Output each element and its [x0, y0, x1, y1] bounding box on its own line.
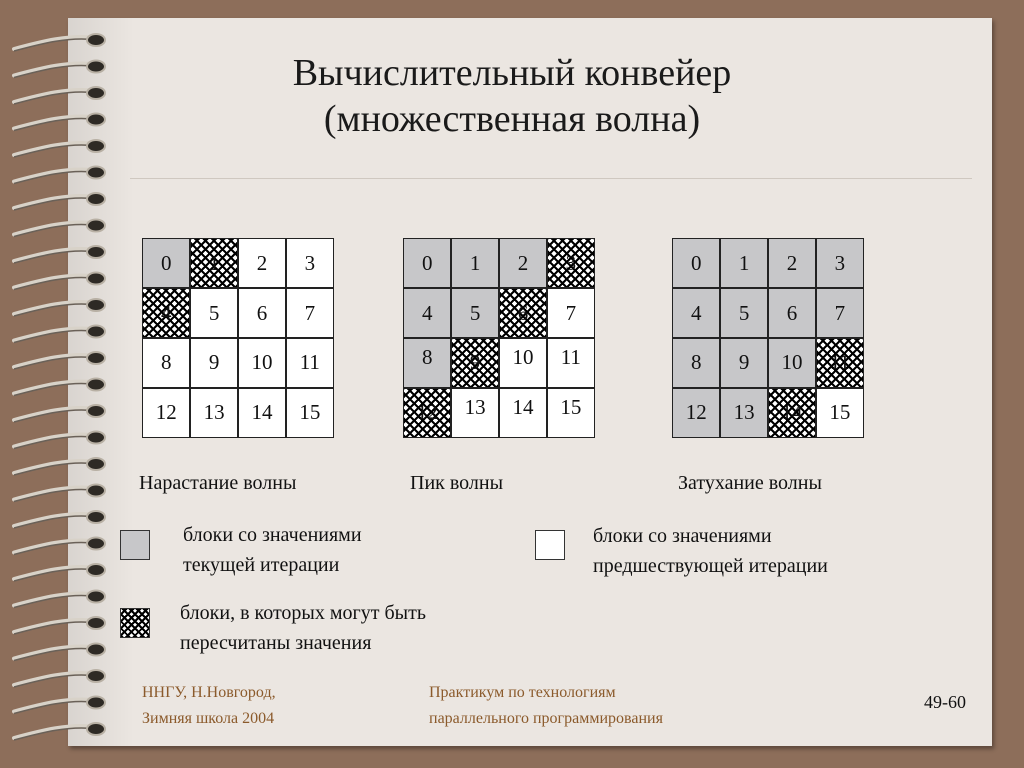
legend-recalc-text [180, 598, 426, 658]
grid-cell: 3 [548, 239, 594, 287]
caption-wave-rise: Нарастание волны [139, 472, 297, 494]
spiral-hole [87, 352, 105, 364]
legend-current-swatch [120, 530, 150, 560]
grid-cell: 15 [817, 389, 863, 437]
spiral-hole [87, 458, 105, 470]
grid-cell: 5 [721, 289, 767, 337]
grid-cell: 15 [287, 389, 333, 437]
grid-cell: 6 [500, 289, 546, 337]
grid-cell: 14 [500, 389, 546, 437]
footer-course-line2: параллельного программирования [429, 710, 663, 727]
grid-cell: 6 [769, 289, 815, 337]
spiral-hole [87, 167, 105, 179]
footer-org [142, 680, 276, 732]
grid-cell: 15 [548, 389, 594, 437]
spiral-hole [87, 697, 105, 709]
grid-cell: 3 [817, 239, 863, 287]
grid-wave-peak [403, 238, 595, 438]
grid-cell: 12 [673, 389, 719, 437]
spiral-hole [87, 193, 105, 205]
legend-previous-line2: предшествующей итерации [593, 555, 828, 577]
grid-cell: 2 [500, 239, 546, 287]
spiral-hole [87, 723, 105, 735]
grid-cell: 11 [548, 339, 594, 387]
spiral-hole [87, 617, 105, 629]
grid-cell: 2 [769, 239, 815, 287]
grid-wave-decay [672, 238, 864, 438]
grid-cell: 5 [452, 289, 498, 337]
spiral-hole [87, 220, 105, 232]
grid-cell: 8 [404, 339, 450, 387]
grid-cell: 10 [239, 339, 285, 387]
grid-cell: 9 [721, 339, 767, 387]
grid-cell: 8 [143, 339, 189, 387]
legend-previous-line1: блоки со значениями [593, 525, 772, 547]
footer-course-line1: Практикум по технологиям [429, 684, 616, 701]
grid-cell: 10 [769, 339, 815, 387]
spiral-hole [87, 538, 105, 550]
grid-cell: 14 [769, 389, 815, 437]
grid-cell: 6 [239, 289, 285, 337]
grid-cell: 13 [721, 389, 767, 437]
grid-cell: 1 [452, 239, 498, 287]
grid-cell: 4 [404, 289, 450, 337]
spiral-hole [87, 34, 105, 46]
grid-cell: 9 [191, 339, 237, 387]
spiral-hole [87, 644, 105, 656]
grid-wave-rise [142, 238, 334, 438]
spiral-hole [87, 511, 105, 523]
spiral-hole [87, 273, 105, 285]
grid-cell: 7 [548, 289, 594, 337]
grid-cell: 10 [500, 339, 546, 387]
spiral-hole [87, 246, 105, 258]
grid-cell: 0 [143, 239, 189, 287]
title-divider [130, 178, 972, 179]
grid-cell: 3 [287, 239, 333, 287]
caption-wave-peak: Пик волны [410, 472, 504, 494]
spiral-hole [87, 432, 105, 444]
legend-previous-swatch [535, 530, 565, 560]
spiral-hole [87, 670, 105, 682]
legend-recalc-swatch [120, 608, 150, 638]
legend-current-line2: текущей итерации [183, 554, 340, 576]
grid-cell: 2 [239, 239, 285, 287]
spiral-hole [87, 485, 105, 497]
grid-cell: 4 [143, 289, 189, 337]
footer-course [429, 680, 663, 732]
title-line-1: Вычислительный конвейер [292, 52, 732, 94]
grid-cell: 0 [404, 239, 450, 287]
caption-wave-decay: Затухание волны [678, 472, 822, 494]
grid-cell: 8 [673, 339, 719, 387]
grid-cell: 11 [817, 339, 863, 387]
grid-cell: 1 [721, 239, 767, 287]
page-number: 49-60 [924, 692, 966, 712]
spiral-hole [87, 591, 105, 603]
grid-cell: 12 [404, 389, 450, 437]
spiral-hole [87, 299, 105, 311]
footer-org-line2: Зимняя школа 2004 [142, 710, 275, 727]
grid-cell: 5 [191, 289, 237, 337]
grid-cell: 14 [239, 389, 285, 437]
slide-title [0, 50, 1024, 142]
grid-cell: 7 [817, 289, 863, 337]
spiral-hole [87, 326, 105, 338]
grid-cell: 0 [673, 239, 719, 287]
grid-cell: 12 [143, 389, 189, 437]
spiral-hole [87, 379, 105, 391]
legend-recalc-line1: блоки, в которых могут быть [180, 602, 426, 624]
grid-cell: 7 [287, 289, 333, 337]
grid-cell: 13 [191, 389, 237, 437]
legend-current-text [183, 520, 362, 580]
grid-cell: 13 [452, 389, 498, 437]
grid-cell: 11 [287, 339, 333, 387]
spiral-hole [87, 405, 105, 417]
grid-cell: 4 [673, 289, 719, 337]
grid-cell: 9 [452, 339, 498, 387]
legend-current-line1: блоки со значениями [183, 524, 362, 546]
legend-previous-text [593, 521, 828, 581]
legend-recalc-line2: пересчитаны значения [180, 632, 372, 654]
title-line-2: (множественная волна) [323, 98, 701, 140]
footer-org-line1: ННГУ, Н.Новгород, [142, 684, 276, 701]
grid-cell: 1 [191, 239, 237, 287]
spiral-hole [87, 564, 105, 576]
